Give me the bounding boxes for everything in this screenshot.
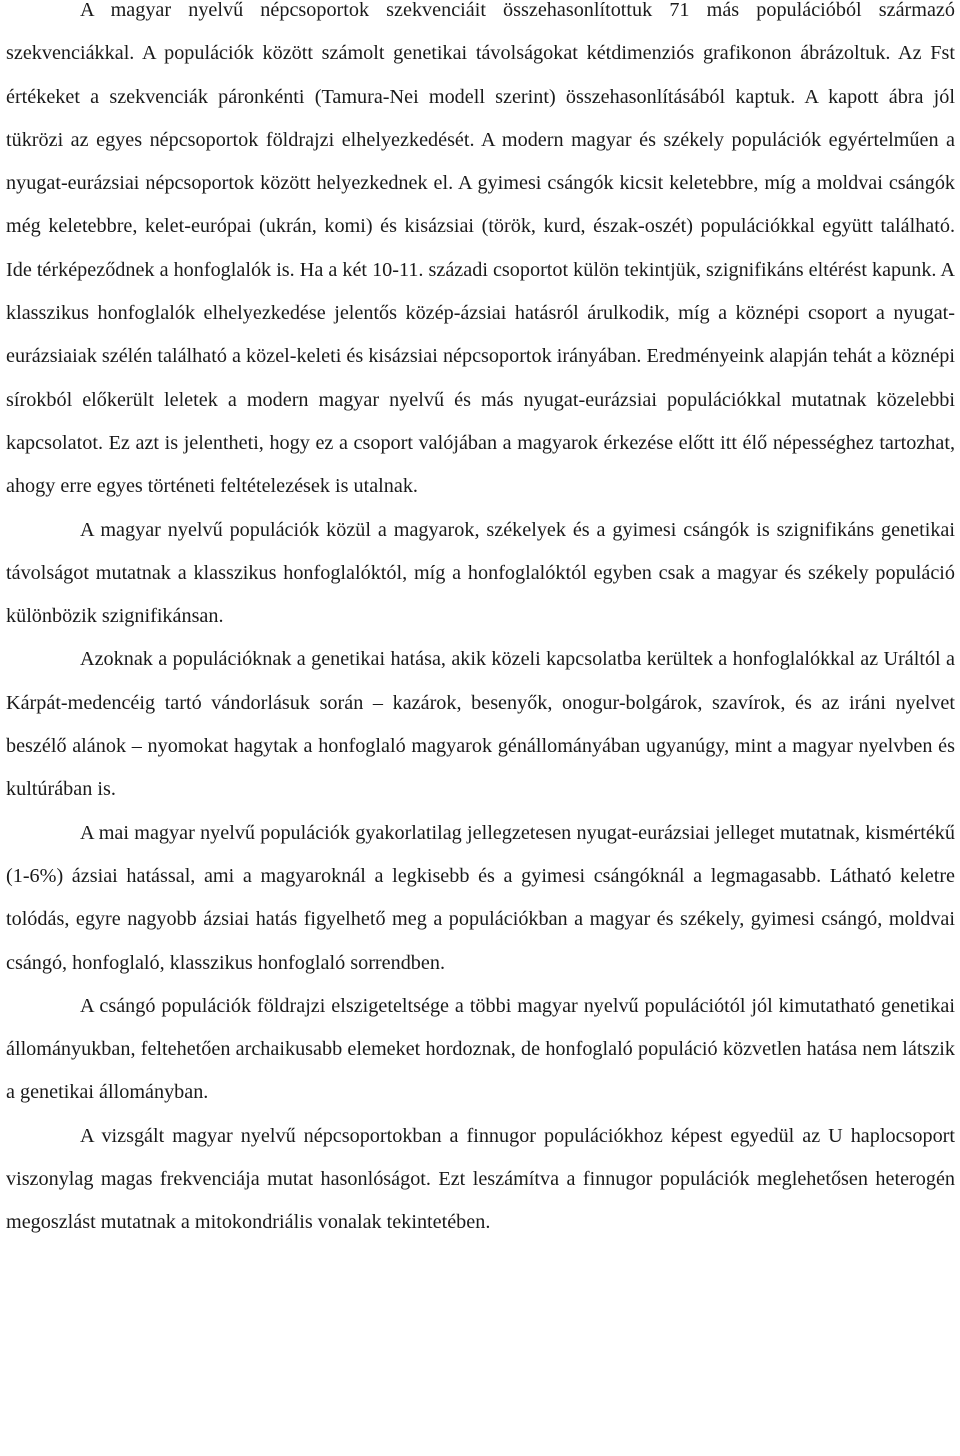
paragraph-6: A vizsgált magyar nyelvű népcsoportokban a finnugor populációkhoz képest egyedül az U haplocsoport viszonylag magas frekvenciája mutat hasonlóságot. Ezt leszámítva a finnugor populációk meglehetősen heterogén megoszlást mutatnak a mitokondriális vonalak tekintetében. (6, 1124, 955, 1234)
paragraph-1: A magyar nyelvű népcsoportok szekvenciáit összehasonlítottuk 71 más populációból származó szekvenciákkal. A populációk között számolt genetikai távolságokat kétdimenziós grafikonon ábrázoltuk. Az Fst értékeket a szekvenciák páronkénti (Tamura-Nei modell szerint) összehasonlításából kaptuk. A kapott ábra jól tükrözi az egyes népcsoportok földrajzi elhelyezkedését. A modern magyar és székely populációk egyértelműen a nyugat-eurázsiai népcsoportok között helyezkednek el. A gyimesi csángók kicsit keletebbre, míg a moldvai csángók még keletebbre, kelet-európai (ukrán, komi) és kisázsiai (török, kurd, észak-oszét) populációkkal együtt található. Ide térképeződnek a honfoglalók is. Ha a két 10-11. századi csoportot külön tekintjük, szignifikáns eltérést kapunk. A klasszikus honfoglalók elhelyezkedése jelentős közép-ázsiai hatásról árulkodik, míg a köznépi csoport a nyugat-eurázsiaiak szélén található a közel-keleti és kisázsiai népcsoportok irányában. Eredményeink alapján tehát a köznépi sírokból előkerült leletek a modern magyar nyelvű és más nyugat-eurázsiai populációkkal mutatnak közelebbi kapcsolatot. Ez azt is jelentheti, hogy ez a csoport valójában a magyarok érkezése előtt itt élő népességhez tartozhat, ahogy erre egyes történeti feltételezések is utalnak. (6, 0, 955, 498)
paragraph-5: A csángó populációk földrajzi elszigeteltsége a többi magyar nyelvű populációtól jól kimutatható genetikai állományukban, feltehetően archaikusabb elemeket hordoznak, de honfoglaló populáció közvetlen hatása nem látszik a genetikai állományban. (6, 994, 955, 1104)
document-page (6, 0, 955, 1245)
paragraph-2: A magyar nyelvű populációk közül a magyarok, székelyek és a gyimesi csángók is szignifikáns genetikai távolságot mutatnak a klasszikus honfoglalóktól, míg a honfoglalóktól egyben csak a magyar és székely populáció különbözik szignifikánsan. (6, 518, 955, 628)
paragraph-3: Azoknak a populációknak a genetikai hatása, akik közeli kapcsolatba kerültek a honfoglalókkal az Uráltól a Kárpát-medencéig tartó vándorlásuk során – kazárok, besenyők, onogur-bolgárok, szavírok, és az iráni nyelvet beszélő alánok – nyomokat hagytak a honfoglaló magyarok génállományában ugyanúgy, mint a magyar nyelvben és kultúrában is. (6, 648, 955, 801)
paragraph-4: A mai magyar nyelvű populációk gyakorlatilag jellegzetesen nyugat-eurázsiai jelleget mutatnak, kismértékű (1-6%) ázsiai hatással, ami a magyaroknál a legkisebb és a gyimesi csángóknál a legmagasabb. Látható keletre tolódás, egyre nagyobb ázsiai hatás figyelhető meg a populációkban a magyar és székely, gyimesi csángó, moldvai csángó, honfoglaló, klasszikus honfoglaló sorrendben. (6, 821, 955, 974)
